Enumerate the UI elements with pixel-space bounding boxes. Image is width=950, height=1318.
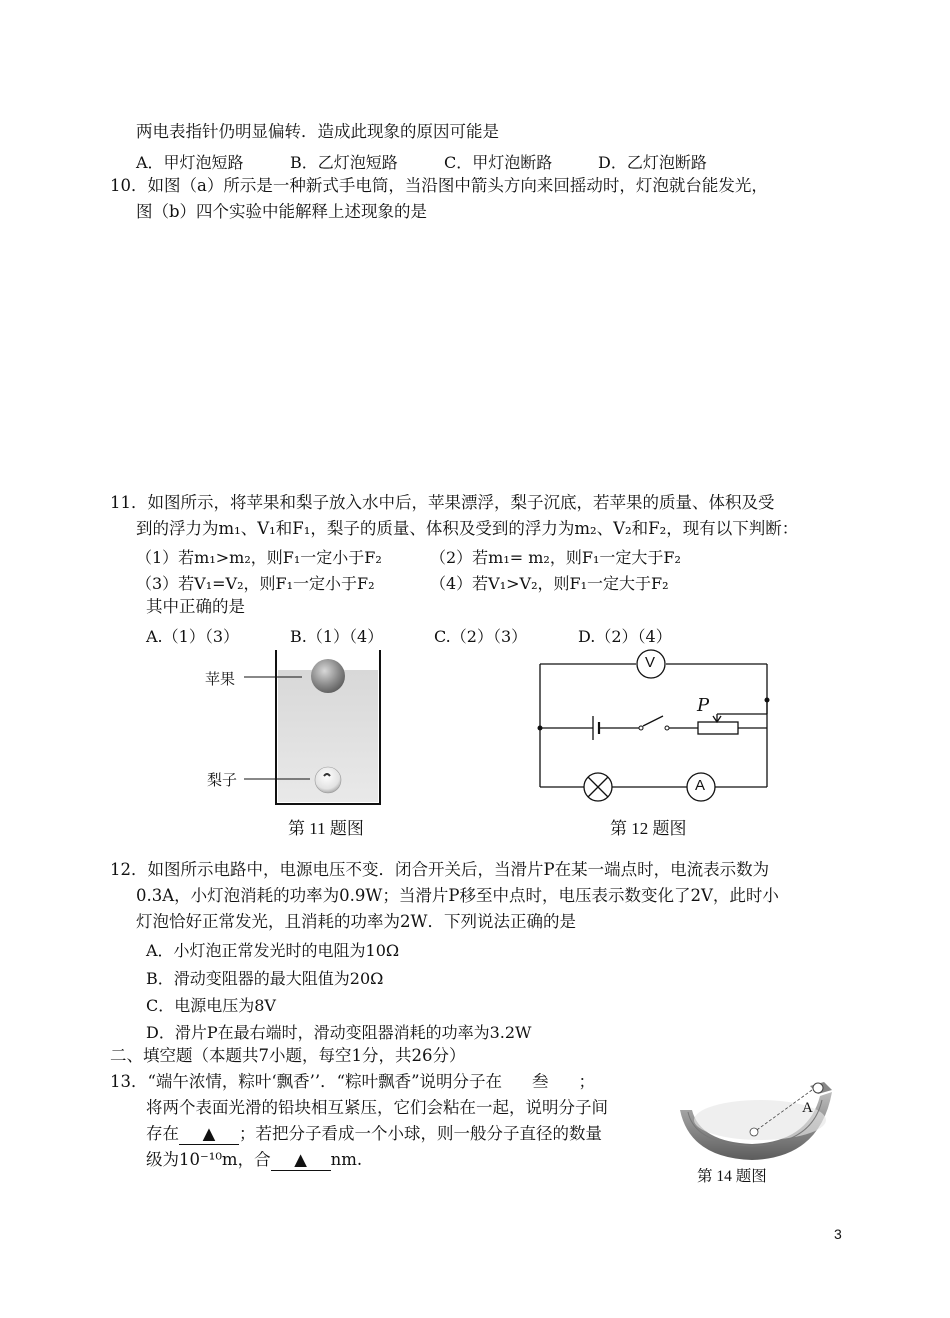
fig11-caption: 第 11 题图 [288, 819, 364, 838]
fig12-caption: 第 12 题图 [610, 819, 687, 838]
q13-blank-2: ▲ [179, 1124, 239, 1145]
q9-option-a: A．甲灯泡短路 [136, 153, 244, 172]
fig14-bowl-diagram [670, 1080, 840, 1160]
q12-option-a: A．小灯泡正常发光时的电阻为10Ω [146, 941, 400, 960]
q11-option-a: A.（1）（3） [146, 627, 240, 646]
fig12-slider-label: P [697, 695, 710, 716]
q13-line4 [146, 1150, 362, 1171]
q13-line1 [110, 1072, 595, 1092]
q12-line3: 灯泡恰好正常发光，且消耗的功率为2W．下列说法正确的是 [136, 912, 576, 931]
pear [315, 767, 341, 793]
fig14-point-label: A [802, 1100, 813, 1116]
rheostat [698, 722, 738, 734]
q11-judgement-1: （1）若m₁>m₂，则F₁一定小于F₂ [136, 548, 382, 567]
q13-line4-end: nm. [330, 1150, 363, 1169]
q13-blank-1: 叁 [532, 1072, 549, 1091]
q9-continuation: 两电表指针仍明显偏转．造成此现象的原因可能是 [136, 122, 499, 141]
fig12-circuit-diagram [535, 650, 775, 800]
q13-line3-end: ；若把分子看成一个小球，则一般分子直径的数量 [239, 1124, 602, 1143]
q11-line2: 到的浮力为m₁、V₁和F₁，梨子的质量、体积及受到的浮力为m₂、V₂和F₂，现有以下判断： [136, 519, 799, 538]
q13-line3-text: 存在 [146, 1124, 179, 1143]
q13-line4-text: 级为10⁻¹⁰m，合 [146, 1150, 271, 1169]
q12-line1: 12．如图所示电路中，电源电压不变．闭合开关后，当滑片P在某一端点时，电流表示数为 [110, 860, 770, 879]
fig12-voltmeter-label: V [645, 654, 656, 671]
fig11-pear-label: 梨子 [207, 771, 238, 789]
fig11-beaker-diagram [270, 648, 470, 808]
q12-option-d: D．滑片P在最右端时，滑动变阻器消耗的功率为3.2W [146, 1023, 532, 1042]
q11-option-c: C.（2）（3） [434, 627, 528, 646]
fig11-pear-pointer [244, 778, 314, 782]
q13-line1-text: 13．“端午浓情，粽叶‘飘香’’．“粽叶飘香”说明分子在 [110, 1072, 503, 1091]
q11-judgement-4: （4）若V₁>V₂，则F₁一定大于F₂ [430, 574, 669, 593]
q12-option-b: B．滑动变阻器的最大阻值为20Ω [146, 969, 384, 988]
fig12-ammeter-label: A [695, 777, 706, 794]
page-number: 3 [834, 1226, 842, 1242]
q11-ask: 其中正确的是 [146, 597, 245, 616]
q13-blank-3: ▲ [271, 1150, 331, 1171]
section-2-heading: 二、填空题（本题共7小题，每空1分，共26分） [110, 1046, 466, 1065]
fig11-apple-label: 苹果 [205, 670, 236, 688]
q9-option-b: B．乙灯泡短路 [290, 153, 398, 172]
q13-line1-end: ； [578, 1072, 596, 1091]
switch-blade [643, 716, 663, 726]
q11-judgement-2: （2）若m₁= m₂，则F₁一定大于F₂ [430, 548, 681, 567]
q9-option-c: C．甲灯泡断路 [444, 153, 553, 172]
apple [311, 659, 345, 693]
q11-line1: 11．如图所示，将苹果和梨子放入水中后，苹果漂浮，梨子沉底，若苹果的质量、体积及受 [110, 493, 775, 512]
fig14-caption: 第 14 题图 [697, 1168, 767, 1185]
q10-line2: 图（b）四个实验中能解释上述现象的是 [136, 202, 428, 221]
q11-option-b: B.（1）（4） [290, 627, 384, 646]
fig11-apple-pointer [244, 676, 304, 680]
q11-option-d: D.（2）（4） [578, 627, 672, 646]
q13-line2: 将两个表面光滑的铅块相互紧压，它们会粘在一起，说明分子间 [146, 1098, 608, 1117]
q12-line2: 0.3A，小灯泡消耗的功率为0.9W；当滑片P移至中点时，电压表示数变化了2V，此时小 [136, 886, 779, 905]
q12-option-c: C．电源电压为8V [146, 996, 276, 1015]
q9-option-d: D．乙灯泡断路 [598, 153, 707, 172]
q11-judgement-3: （3）若V₁=V₂，则F₁一定小于F₂ [136, 574, 375, 593]
ball [813, 1083, 823, 1093]
q13-line3 [146, 1124, 602, 1145]
q10-line1: 10．如图（a）所示是一种新式手电筒，当沿图中箭头方向来回摇动时，灯泡就台能发光， [110, 176, 768, 195]
